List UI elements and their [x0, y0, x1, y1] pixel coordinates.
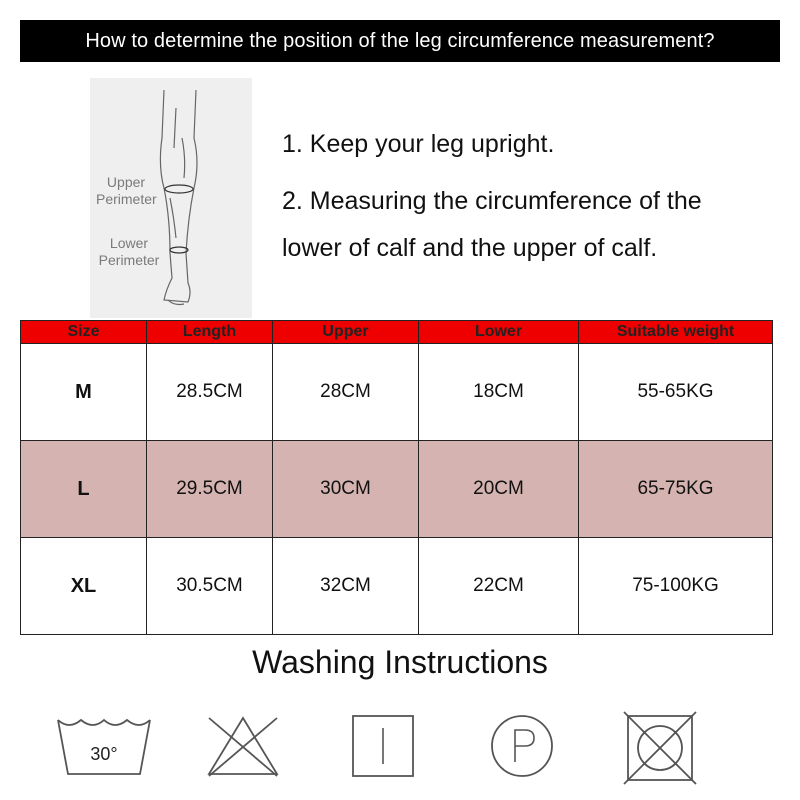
weight-cell: 65-75KG: [579, 441, 773, 538]
upper-label-line2: Perimeter: [96, 191, 157, 207]
lower-cell: 22CM: [419, 538, 579, 635]
lower-perimeter-label: [96, 235, 162, 269]
instruction-step-2-line2: lower of calf and the upper of calf.: [282, 234, 658, 262]
lower-cell: 18CM: [419, 344, 579, 441]
lower-perimeter-ring: [170, 247, 188, 253]
upper-perimeter-label: [96, 174, 156, 208]
header-length: Length: [147, 321, 273, 344]
length-cell: 28.5CM: [147, 344, 273, 441]
upper-label-line1: Upper: [106, 174, 146, 190]
size-cell: XL: [21, 538, 147, 635]
header-lower: Lower: [419, 321, 579, 344]
instruction-step-1: 1. Keep your leg upright.: [282, 130, 555, 158]
dry-clean-p-icon: [487, 710, 557, 780]
upper-perimeter-ring: [165, 185, 193, 193]
header-bar: [20, 20, 780, 62]
upper-cell: 30CM: [273, 441, 419, 538]
instruction-step-2-line1: 2. Measuring the circumference of the: [282, 187, 702, 215]
page-title: How to determine the position of the leg circumference measurement?: [85, 29, 715, 52]
table-row: [21, 441, 773, 538]
no-tumble-dry-icon: [622, 710, 698, 786]
lower-label-line1: Lower: [109, 235, 149, 251]
size-cell: L: [21, 441, 147, 538]
length-cell: 29.5CM: [147, 441, 273, 538]
table-row: [21, 344, 773, 441]
lower-cell: 20CM: [419, 441, 579, 538]
size-table-header: [21, 321, 773, 344]
upper-cell: 28CM: [273, 344, 419, 441]
size-cell: M: [21, 344, 147, 441]
weight-cell: 55-65KG: [579, 344, 773, 441]
washing-instructions-title: Washing Instructions: [252, 644, 548, 680]
no-bleach-icon: [203, 710, 283, 780]
wash-temperature: 30°: [90, 744, 118, 764]
length-cell: 30.5CM: [147, 538, 273, 635]
size-table: [20, 320, 773, 635]
line-dry-icon: [350, 710, 416, 780]
table-row: [21, 538, 773, 635]
lower-label-line2: Perimeter: [98, 252, 160, 268]
header-suitable-weight: Suitable weight: [579, 321, 773, 344]
weight-cell: 75-100KG: [579, 538, 773, 635]
header-upper: Upper: [273, 321, 419, 344]
leg-diagram: [90, 78, 252, 318]
upper-cell: 32CM: [273, 538, 419, 635]
header-size: Size: [21, 321, 147, 344]
hand-wash-30-icon: [52, 710, 156, 780]
